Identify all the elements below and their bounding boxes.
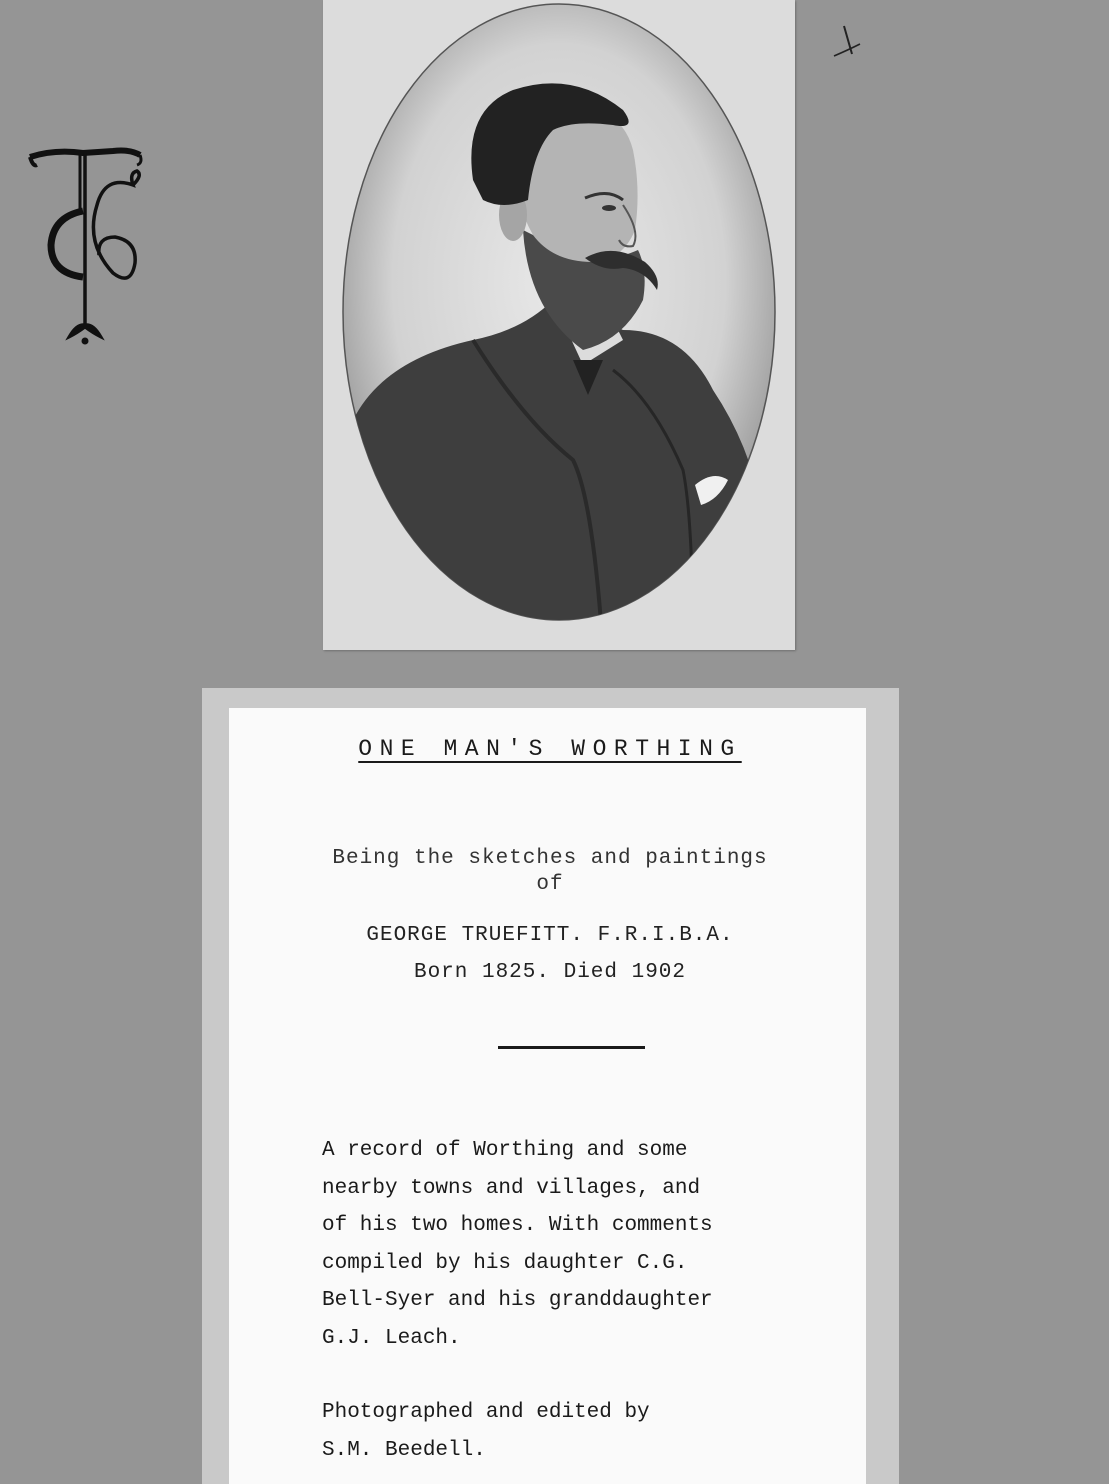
record-paragraph: A record of Worthing and some nearby towns and villages, and of his two homes. With comments compiled by his daughter C.G. Bell-Syer and his granddaughter G.J. Leach.	[322, 1139, 713, 1350]
lifespan: Born 1825. Died 1902	[413, 961, 687, 984]
subtitle	[229, 846, 871, 898]
divider-rule	[498, 1046, 645, 1049]
subtitle-line-1: Being the sketches and paintings	[332, 847, 768, 870]
monogram-logo	[25, 145, 155, 350]
subtitle-line-2: of	[536, 873, 564, 896]
page-title: ONE MAN'S WORTHING	[358, 736, 742, 762]
page-number-mark	[830, 18, 870, 68]
text-card	[229, 708, 866, 1484]
credits-paragraph: Photographed and edited by S.M. Beedell.	[322, 1401, 650, 1462]
portrait-photo	[323, 0, 795, 650]
architect-name: GEORGE TRUEFITT. F.R.I.B.A.	[366, 924, 734, 947]
